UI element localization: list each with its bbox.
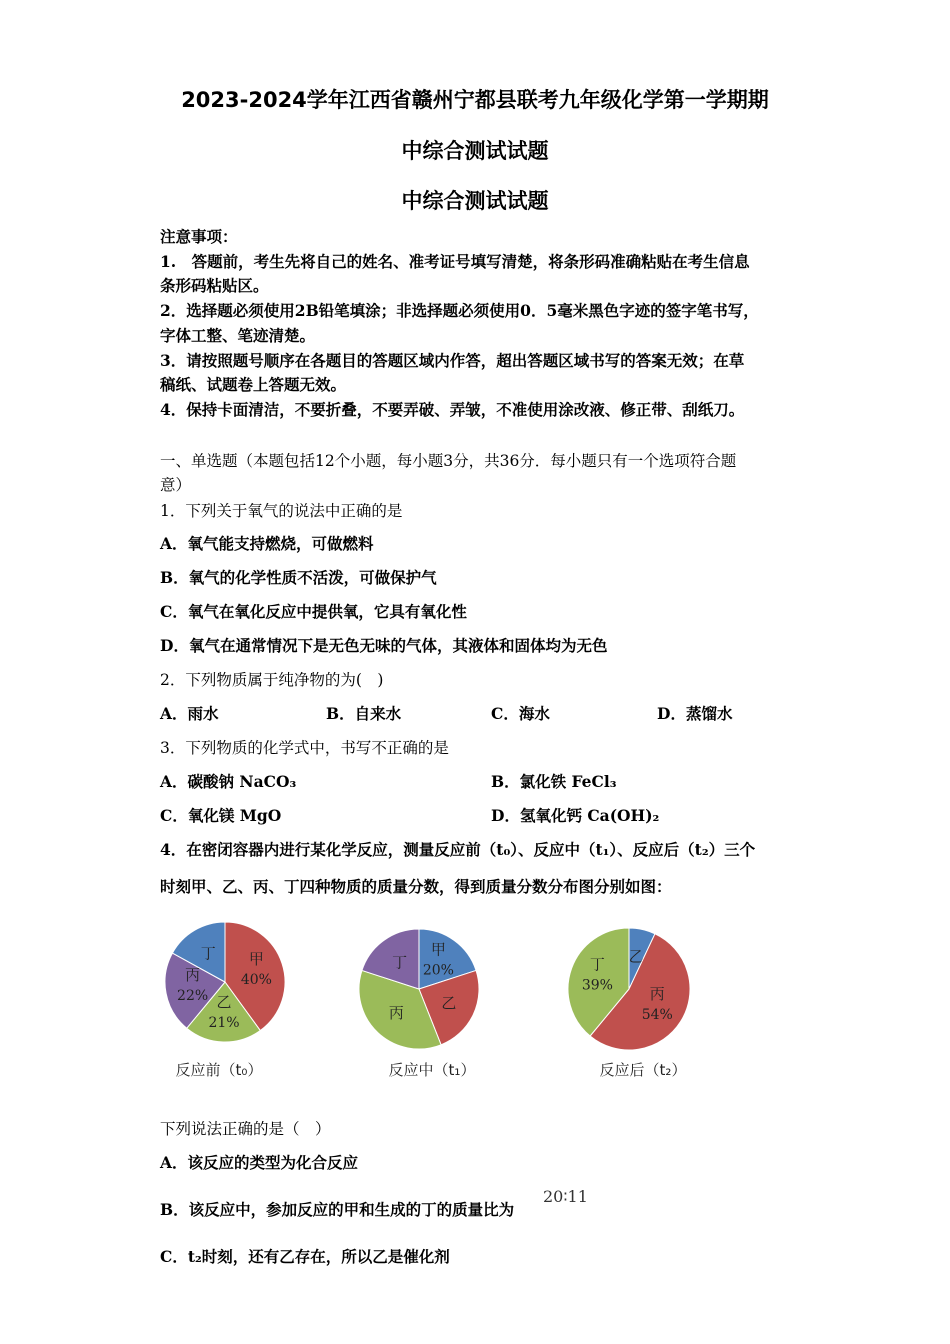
pie-slice-label: 丁 [589, 955, 605, 974]
pie-slice-label: 乙 [216, 993, 232, 1011]
q4-question: 下列说法正确的是（ ） [160, 1120, 331, 1138]
notice-line: 4．保持卡面清洁，不要折叠，不要弄破、弄皱，不准使用涂改液、修正带、刮纸刀。 [160, 400, 745, 419]
pie-caption: 反应前（t₀） [175, 1061, 263, 1079]
q4-stem-line-2: 时刻甲、乙、丙、丁四种物质的质量分数，得到质量分数分布图分别如图： [160, 877, 672, 896]
q2-option-d: D．蒸馏水 [657, 704, 733, 723]
q4-stem-line-1: 4．在密闭容器内进行某化学反应，测量反应前（t₀）、反应中（t₁）、反应后（t₂）三个 [160, 840, 756, 859]
title-line-2: 中综合测试试题 [401, 139, 549, 163]
pie-caption: 反应后（t₂） [599, 1061, 687, 1079]
q2-option-c: C．海水 [491, 704, 550, 723]
q3-stem: 3．下列物质的化学式中，书写不正确的是 [160, 739, 449, 757]
q3-option-d: D．氢氧化钙 Ca(OH)₂ [491, 806, 660, 825]
notice-line: 1. 答题前，考生先将自己的姓名、准考证号填写清楚，将条形码准确粘贴在考生信息 [160, 252, 750, 271]
pie-slice-value: 22% [177, 988, 209, 1005]
q2-option-b: B．自来水 [326, 704, 402, 723]
pie-slice-value: 39% [581, 977, 613, 994]
notice-line: 字体工整、笔迹清楚。 [160, 326, 316, 345]
pie-charts-svg [150, 915, 710, 1090]
q1-stem: 1．下列关于氧气的说法中正确的是 [160, 502, 403, 520]
pie-caption: 反应中（t₁） [388, 1061, 476, 1079]
q3-option-c: C．氧化镁 MgO [160, 806, 282, 825]
section-heading: 一、单选题（本题包括12个小题，每小题3分，共36分．每小题只有一个选项符合题 [160, 452, 737, 470]
pie-slice-label: 乙 [441, 994, 457, 1013]
pie-slice-value: 20% [422, 962, 454, 979]
notice-line: 3．请按照题号顺序在各题目的答题区域内作答，超出答题区域书写的答案无效；在草 [160, 351, 745, 370]
q2-option-a: A．雨水 [160, 704, 219, 723]
pie-slice-label: 甲 [430, 940, 446, 959]
pie-slice-label: 乙 [628, 947, 644, 966]
pie-slice-value: 21% [208, 1015, 240, 1031]
q1-option-b: B．氧气的化学性质不活泼，可做保护气 [160, 568, 437, 587]
notice-heading: 注意事项： [160, 227, 238, 246]
pie-charts [150, 915, 710, 1090]
pie-slice-label: 丙 [649, 985, 665, 1003]
section-heading-cont: 意） [160, 476, 192, 494]
notice-line: 2．选择题必须使用2B铅笔填涂；非选择题必须使用0．5毫米黑色字迹的签字笔书写， [160, 301, 759, 320]
notice-line: 条形码粘贴区。 [160, 276, 269, 295]
notice-line: 稿纸、试题卷上答题无效。 [160, 375, 347, 394]
q2-stem: 2．下列物质属于纯净物的为( ) [160, 671, 384, 689]
q3-option-a: A．碳酸钠 NaCO₃ [160, 772, 297, 791]
pie-slice-label: 丙 [388, 1004, 404, 1023]
q4-option-b: B．该反应中，参加反应的甲和生成的丁的质量比为 [160, 1200, 515, 1219]
pie-slice-label: 甲 [248, 949, 264, 968]
pie-slice-label: 丁 [392, 953, 408, 972]
q1-option-c: C．氧气在氧化反应中提供氧，它具有氧化性 [160, 602, 467, 621]
q4-option-a: A．该反应的类型为化合反应 [160, 1153, 359, 1172]
title-line-1: 2023-2024学年江西省赣州宁都县联考九年级化学第一学期期 [181, 88, 769, 112]
q1-option-a: A．氧气能支持燃烧，可做燃料 [160, 534, 374, 553]
pie-slice-label: 丁 [200, 944, 216, 963]
pie-slice-label: 丙 [185, 966, 201, 985]
pie-slice-value: 40% [240, 971, 272, 988]
pie-slice-value: 54% [641, 1007, 673, 1023]
q1-option-d: D．氧气在通常情况下是无色无味的气体，其液体和固体均为无色 [160, 636, 608, 655]
q4-option-c: C．t₂时刻，还有乙存在，所以乙是催化剂 [160, 1247, 450, 1266]
title-line-3: 中综合测试试题 [401, 189, 549, 213]
q4-ratio: 20∶11 [543, 1187, 588, 1206]
q3-option-b: B．氯化铁 FeCl₃ [491, 772, 617, 791]
